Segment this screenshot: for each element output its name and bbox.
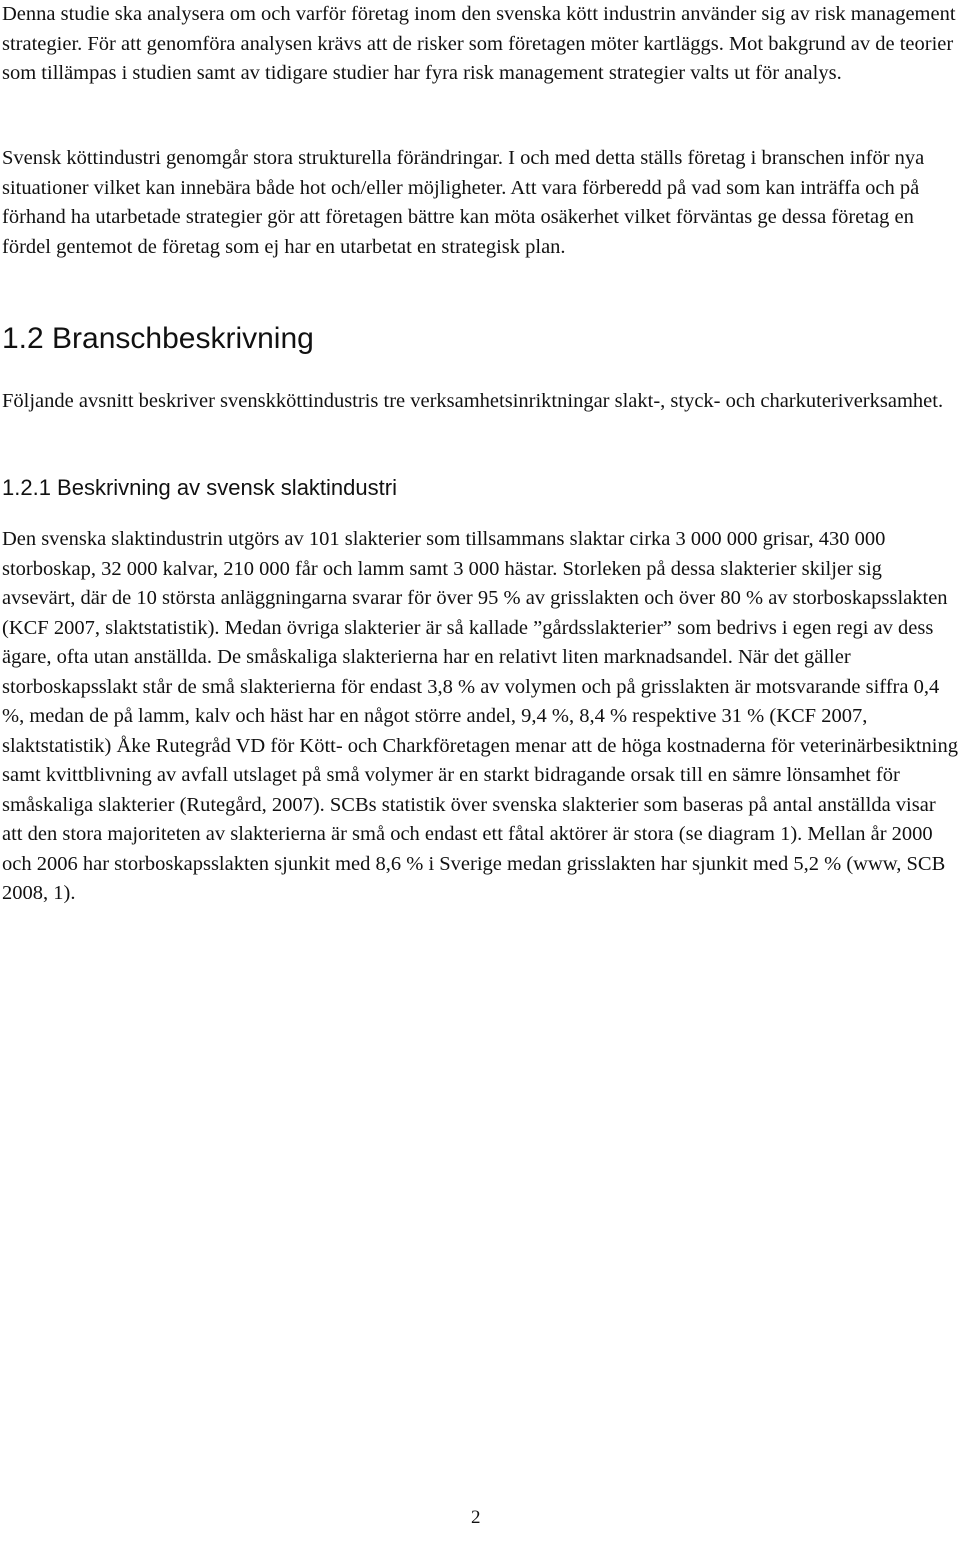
page-number: 2 [471,1507,481,1528]
intro-paragraph: Denna studie ska analysera om och varför företag inom den svenska kött industrin använder sig av risk management strategier. För att genomföra analysen krävs att de risker som företagen möter kartläggs. Mot bakgrund av de teorier som tillämpas i studien samt av tidigare studier har fyra risk management strategier valts ut för analys. [2,3,956,84]
slaughter-industry-paragraph: Den svenska slaktindustrin utgörs av 101 slakterier som tillsammans slaktar cirka 3 000 000 grisar, 430 000 storboskap, 32 000 kalvar, 210 000 får och lamm samt 3 000 hästar. Storleken på dessa slakterier skiljer sig avsevärt, där de 10 största anläggningarna svarar för över 95 % av grisslakten och över 80 % av storboskapsslakten (KCF 2007, slaktstatistik). Medan övriga slakterier är så kallade ”gårdsslakterier” som bedrivs i egen regi av dess ägare, ofta utan anställda. De småskaliga slakterierna har en relativt liten marknadsandel. När det gäller storboskapsslakt står de små slakterierna för endast 3,8 % av volymen och på grisslakten är motsvarande siffra 0,4 %, medan de på lamm, kalv och häst har en något större andel, 9,4 %, 8,4 % respektive 31 % (KCF 2007, slaktstatistik) Åke Rutegråd VD för Kött- och Charkföretagen menar att de höga kostnaderna för veterinärbesiktning samt kvittblivning av avfall utslaget på små volymer är en starkt bidragande orsak till en sämre lönsamhet för småskaliga slakterier (Rutegård, 2007). SCBs statistik över svenska slakterier som baseras på antal anställda visar att den stora majoriteten av slakterierna är små och endast ett fåtal aktörer är stora (se diagram 1). Mellan år 2000 och 2006 har storboskapsslakten sjunkit med 8,6 % i Sverige medan grisslakten har sjunkit med 5,2 % (www, SCB 2008, 1). [2,528,958,904]
subsection-heading: 1.2.1 Beskrivning av svensk slaktindustri [2,475,397,500]
section-intro-paragraph: Följande avsnitt beskriver svenskköttindustris tre verksamhetsinriktningar slakt-, styck- och charkuteriverksamhet. [2,390,944,412]
industry-change-paragraph: Svensk köttindustri genomgår stora strukturella förändringar. I och med detta ställs företag i branschen inför nya situationer vilket kan innebära både hot och/eller möjligheter. Att vara förberedd på vad som kan inträffa och på förhand ha utarbetade strategier gör att företagen bättre kan möta osäkerhet vilket förväntas ge dessa företag en fördel gentemot de företag som ej har en utarbetat en strategisk plan. [2,147,925,258]
section-heading: 1.2 Branschbeskrivning [2,322,314,355]
